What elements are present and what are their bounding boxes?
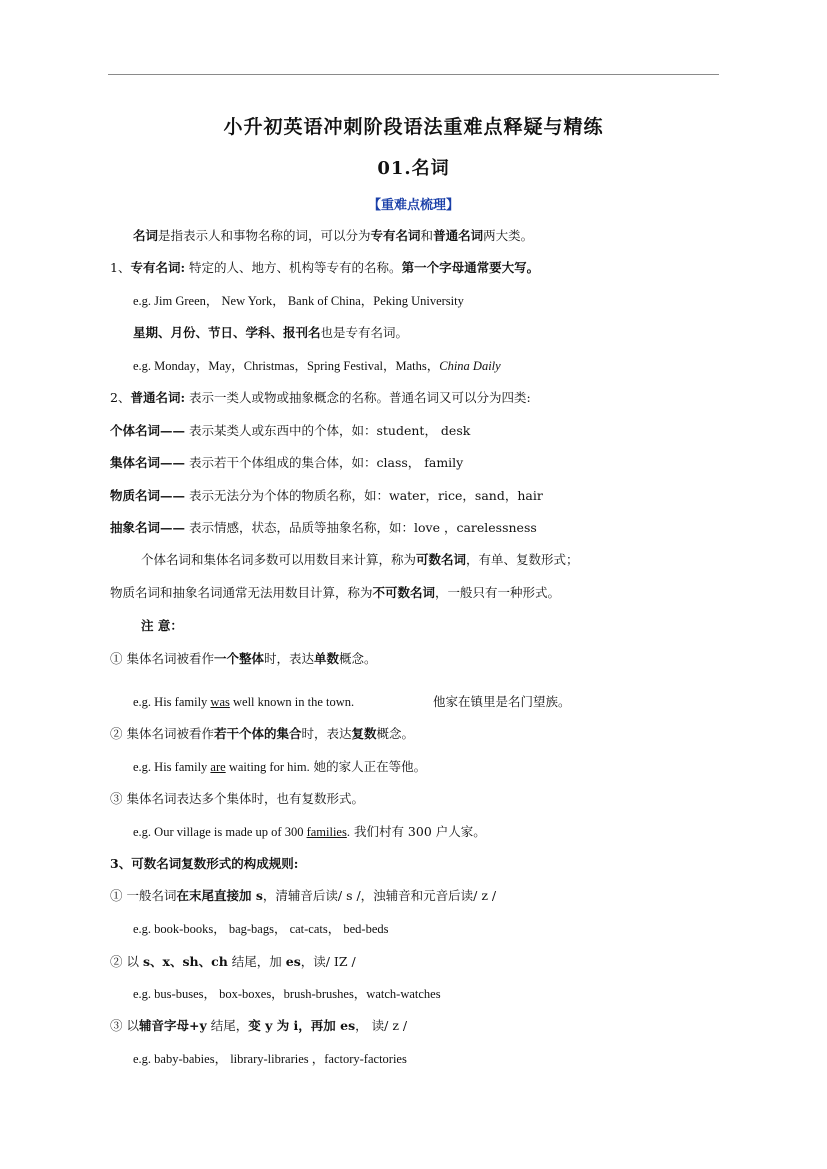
chapter-title: 01.名词 [377,158,450,179]
proper-noun-also: 星期、月份、节日、学科、报刊名也是专有名词。 [133,325,409,340]
header-rule [108,74,719,75]
plural-rules-heading: 3、可数名词复数形式的构成规则: [110,856,299,871]
document-title: 小升初英语冲刺阶段语法重难点释疑与精练 [223,116,604,138]
plural-rule-1: ① 一般名词在末尾直接加 s，清辅音后读/ s /，浊辅音和元音后读/ z / [110,888,497,903]
note-3-example: e.g. Our village is made up of 300 families. 我们村有 300 户人家。 [133,824,486,839]
proper-noun-definition: 1、专有名词: 特定的人、地方、机构等专有的名称。第一个字母通常要大写。 [110,260,540,275]
note-1-translation: 他家在镇里是名门望族。 [433,694,571,709]
plural-rule-3: ③ 以辅音字母+y 结尾，变 y 为 i，再加 es， 读/ z / [110,1018,408,1033]
noun-type-material: 物质名词—— 表示无法分为个体的物质名称，如：water，rice，sand，hair [110,488,543,503]
uncountable-summary: 物质名词和抽象名词通常无法用数目计算，称为不可数名词，一般只有一种形式。 [110,585,561,600]
note-1: ① 集体名词被看作一个整体时，表达单数概念。 [110,651,377,666]
proper-noun-example-2: e.g. Monday，May，Christmas，Spring Festival，Maths，China Daily [133,359,501,373]
plural-rule-2: ② 以 s、x、sh、ch 结尾，加 es，读/ IZ / [110,954,356,969]
plural-rule-3-example: e.g. baby-babies， library-libraries ，factory-factories [133,1052,407,1066]
countable-summary: 个体名词和集体名词多数可以用数目来计算，称为可数名词，有单、复数形式； [141,552,579,567]
plural-rule-2-example: e.g. bus-buses， box-boxes，brush-brushes，watch-watches [133,987,441,1001]
intro-paragraph: 名词是指表示人和事物名称的词，可以分为专有名词和普通名词两大类。 [133,228,534,243]
note-2-example: e.g. His family are waiting for him. 她的家人正在等他。 [133,759,427,774]
proper-noun-example-1: e.g. Jim Green， New York， Bank of China，Peking University [133,294,464,308]
noun-type-individual: 个体名词—— 表示某类人或东西中的个体，如：student， desk [110,423,471,438]
noun-type-collective: 集体名词—— 表示若干个体组成的集合体，如：class， family [110,455,464,470]
note-1-example: e.g. His family was well known in the town. [133,695,355,709]
common-noun-definition: 2、普通名词: 表示一类人或物或抽象概念的名称。普通名词又可以分为四类: [110,390,531,405]
notes-heading: 注 意： [141,618,183,633]
note-3: ③ 集体名词表达多个集体时，也有复数形式。 [110,791,364,806]
note-2: ② 集体名词被看作若干个体的集合时，表达复数概念。 [110,726,415,741]
plural-rule-1-example: e.g. book-books， bag-bags， cat-cats， bed-beds [133,922,389,936]
noun-type-abstract: 抽象名词—— 表示情感，状态，品质等抽象名称，如：love ，carelessness [110,520,537,535]
section-header: 【重难点梳理】 [367,198,459,213]
